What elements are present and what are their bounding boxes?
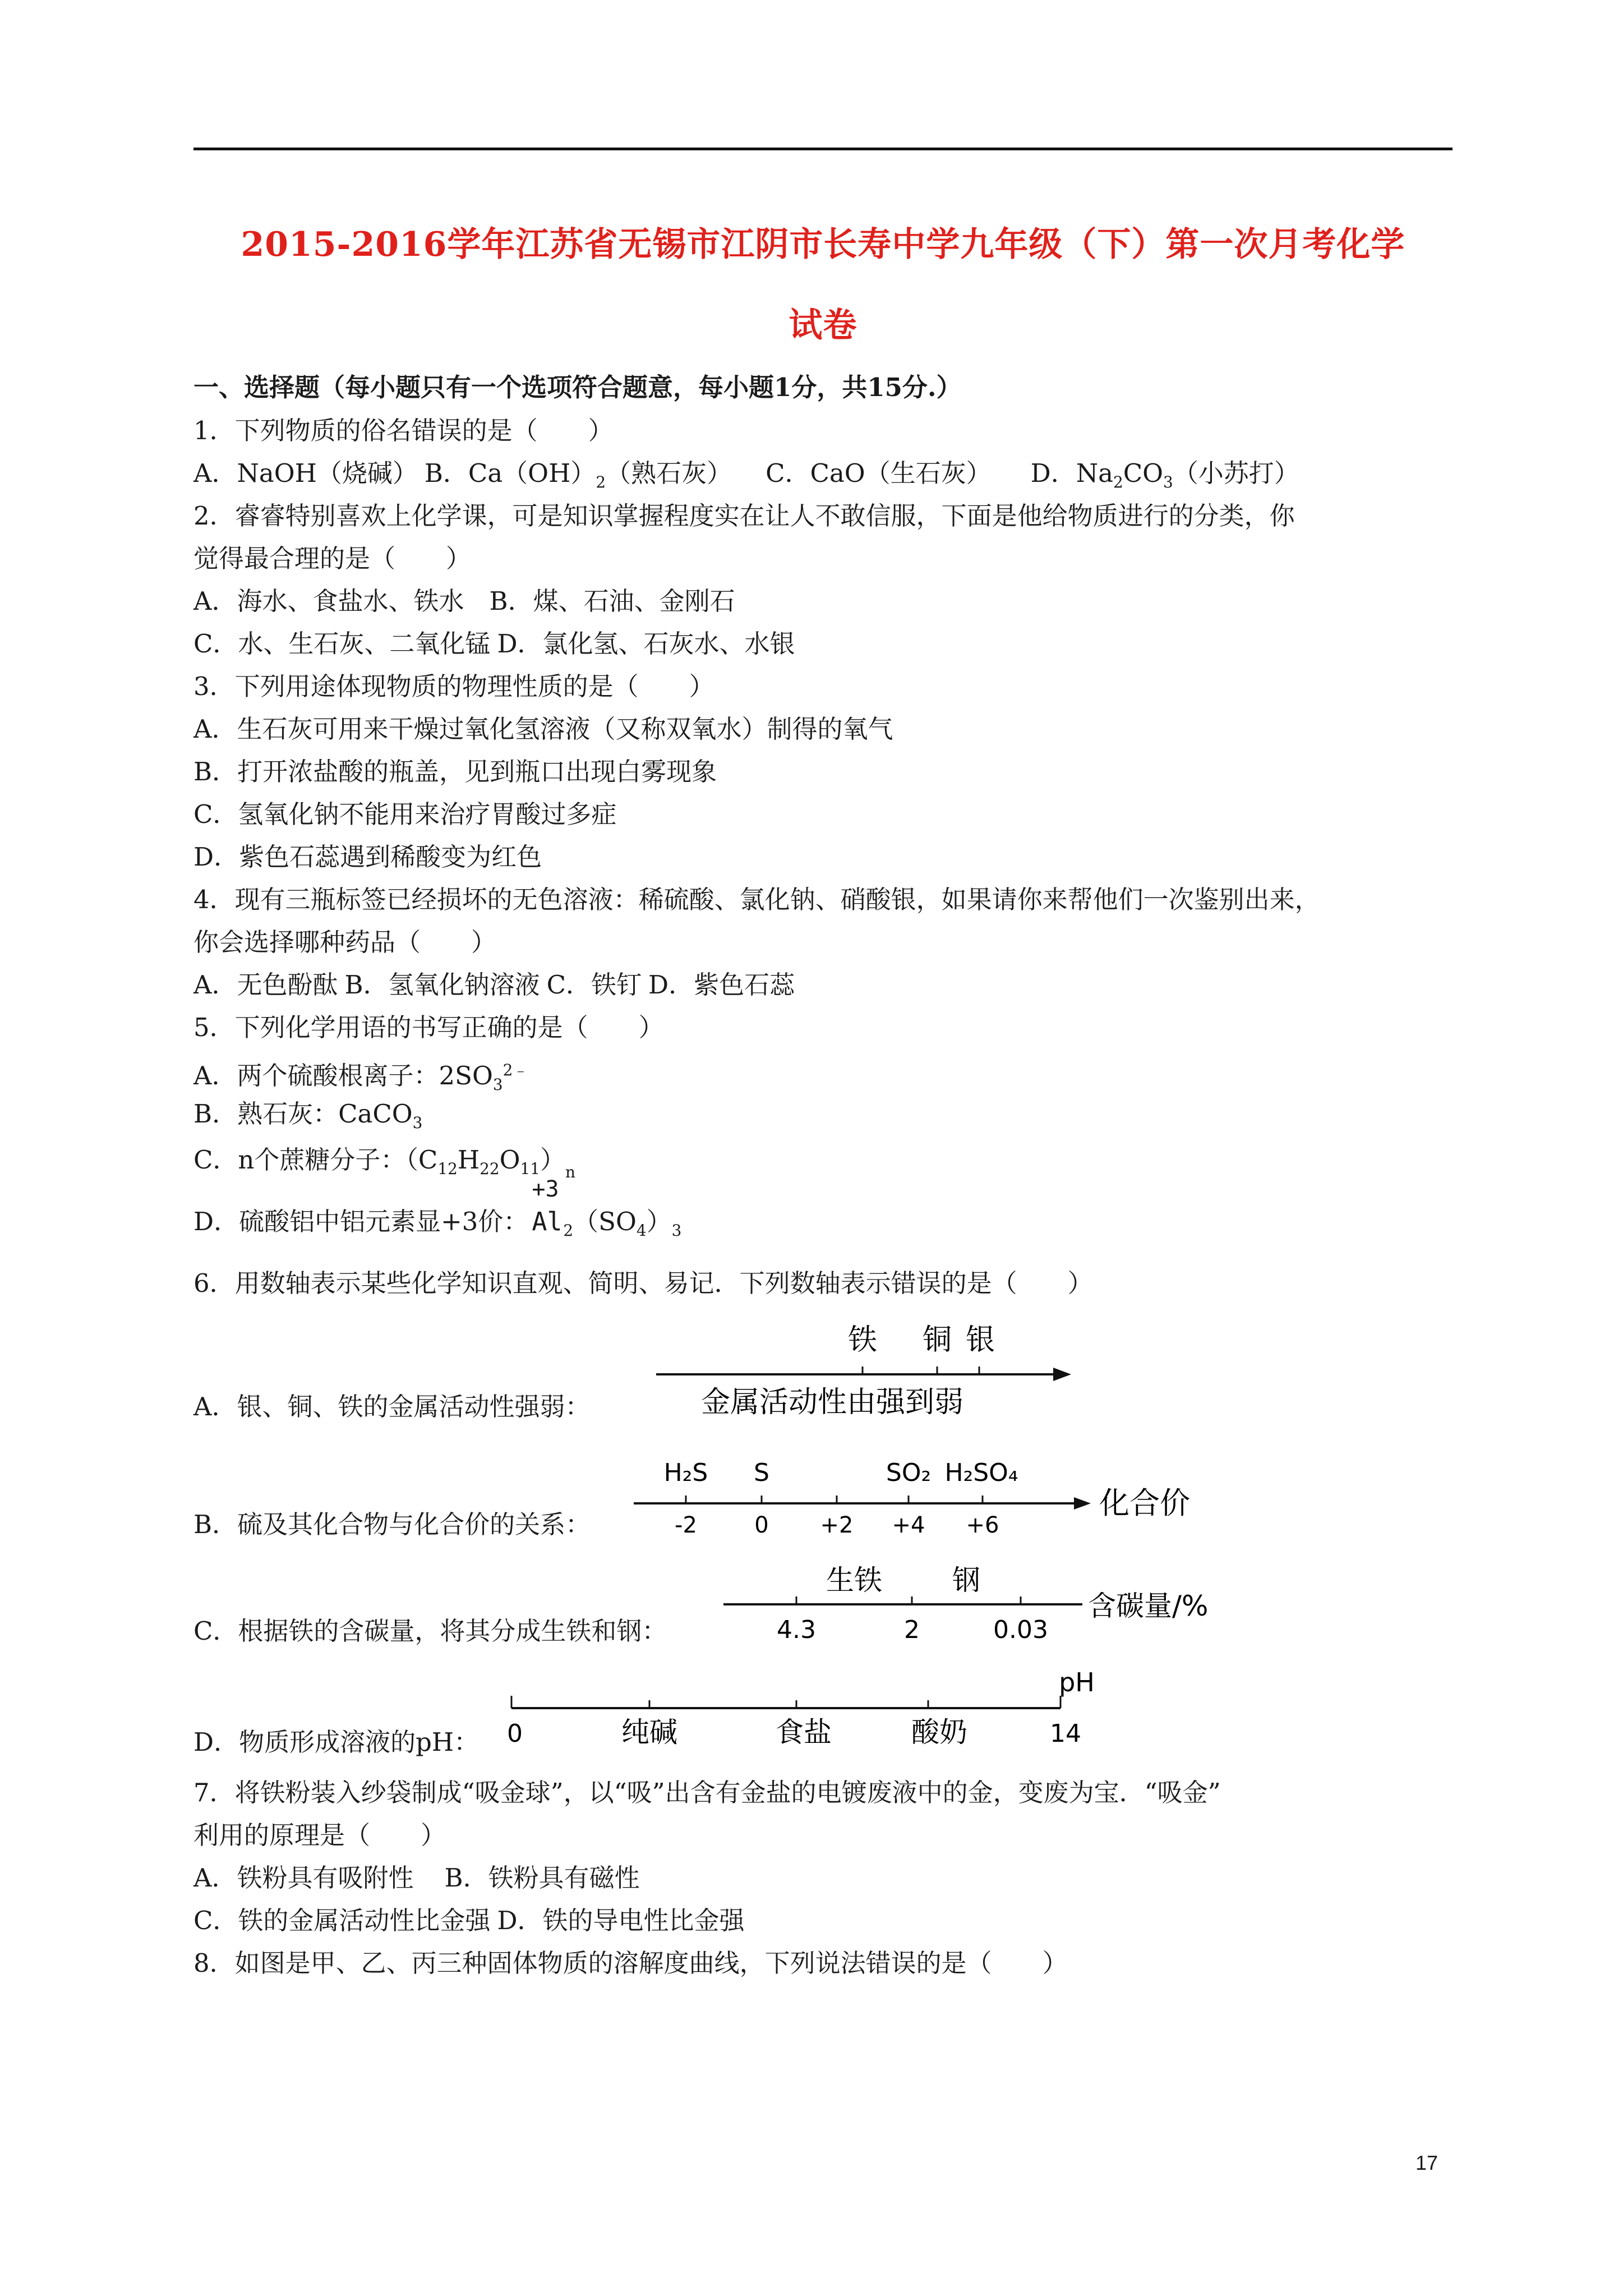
q8-stem: 8．如图是甲、乙、丙三种固体物质的溶解度曲线，下列说法错误的是（ ） xyxy=(193,1948,1068,1978)
tick-salt: 食盐 xyxy=(776,1716,832,1749)
axis-arrow xyxy=(1053,1368,1071,1381)
q7-option-a: A．铁粉具有吸附性 xyxy=(193,1863,414,1893)
q2-options-row1 xyxy=(193,586,735,617)
label-iron: 铁 xyxy=(847,1323,878,1357)
region-steel: 钢 xyxy=(952,1564,980,1596)
tick-14: 14 xyxy=(1050,1719,1081,1748)
q1-option-c: C．CaO（生石灰） xyxy=(766,458,992,488)
sulfur-valence-axis xyxy=(634,1447,1239,1548)
tick-plus6: +6 xyxy=(966,1512,999,1538)
tick-0: 0 xyxy=(507,1719,523,1748)
species-h2so4: H₂SO₄ xyxy=(944,1458,1018,1487)
axis-arrow xyxy=(1074,1497,1091,1510)
axis-caption: 含碳量/% xyxy=(1088,1590,1209,1622)
q5-option-d: D．硫酸铝中铝元素显+3价： +3 $Al_2(SO_4)_3$ xyxy=(193,1176,682,1240)
q7-option-d: D．铁的导电性比金强 xyxy=(497,1906,745,1935)
q3-option-b: B．打开浓盐酸的瓶盖，见到瓶口出现白雾现象 xyxy=(193,757,717,786)
q4-option-c: C．铁钉 xyxy=(546,970,642,1000)
section-heading: 一、选择题（每小题只有一个选项符合题意，每小题1分，共15分.） xyxy=(193,372,962,402)
q7-options-row2 xyxy=(193,1905,745,1936)
tick-minus2: -2 xyxy=(675,1512,697,1538)
q3-option-a: A．生石灰可用来干燥过氧化氢溶液（又称双氧水）制得的氧气 xyxy=(193,714,893,744)
q5-option-a: A．两个硫酸根离子：$2SO_3^{2﹣}$ xyxy=(193,1061,529,1094)
q4-option-b: B．氢氧化钠溶液 xyxy=(344,970,540,1000)
tick-0-03: 0.03 xyxy=(993,1616,1048,1644)
species-s: S xyxy=(754,1458,769,1487)
tick-soda-ash: 纯碱 xyxy=(621,1716,677,1749)
activity-series-axis xyxy=(645,1313,1082,1430)
exam-title-line1: 2015-2016学年江苏省无锡市江阴市长寿中学九年级（下）第一次月考化学 xyxy=(241,225,1405,264)
axis-caption: 化合价 xyxy=(1099,1485,1190,1521)
q4-stem-line1: 4．现有三瓶标签已经损坏的无色溶液：稀硫酸、氯化钠、硝酸银，如果请你来帮他们一次鉴别出来， xyxy=(193,885,1320,914)
header-rule xyxy=(193,148,1453,150)
q4-option-a: A．无色酚酞 xyxy=(193,970,338,1000)
q1-option-a: A．NaOH（烧碱） xyxy=(193,458,418,488)
tick-yogurt: 酸奶 xyxy=(911,1716,967,1749)
ph-axis xyxy=(494,1663,1133,1764)
q7-option-c: C．铁的金属活动性比金强 xyxy=(193,1906,491,1935)
tick-0: 0 xyxy=(754,1512,769,1538)
q7-stem-line1: 7．将铁粉装入纱袋制成“吸金球”，以“吸”出含有金盐的电镀废液中的金，变废为宝．“吸金” xyxy=(193,1778,1221,1807)
q3-option-d: D．紫色石蕊遇到稀酸变为红色 xyxy=(193,842,542,872)
q6-option-b: B．硫及其化合物与化合价的关系： xyxy=(193,1510,591,1539)
tick-plus4: +4 xyxy=(892,1512,925,1538)
q7-option-b: B．铁粉具有磁性 xyxy=(444,1863,640,1893)
carbon-content-axis xyxy=(723,1559,1228,1655)
label-silver: 银 xyxy=(965,1323,995,1357)
region-pig-iron: 生铁 xyxy=(826,1564,882,1596)
q6-stem: 6．用数轴表示某些化学知识直观、简明、易记．下列数轴表示错误的是（ ） xyxy=(193,1268,1093,1298)
q2-option-a: A．海水、食盐水、铁水 xyxy=(193,586,464,616)
q1-stem: 1．下列物质的俗名错误的是（ ） xyxy=(193,416,614,445)
axis-caption: 金属活动性由强到弱 xyxy=(701,1386,964,1419)
q4-options xyxy=(193,969,795,1001)
q2-option-c: C．水、生石灰、二氧化锰 xyxy=(193,629,491,659)
q2-option-d: D．氯化氢、石灰水、水银 xyxy=(497,629,795,659)
q1-option-b: B．$Ca(OH)_2$（熟石灰） xyxy=(424,458,732,491)
q6-option-a: A．银、铜、铁的金属活动性强弱： xyxy=(193,1392,591,1421)
q6-option-d: D．物质形成溶液的pH： xyxy=(193,1727,479,1757)
q5-option-b: B．熟石灰：CaCO$_3$ xyxy=(193,1099,423,1132)
tick-4-3: 4.3 xyxy=(777,1616,816,1644)
q3-option-c: C．氢氧化钠不能用来治疗胃酸过多症 xyxy=(193,799,617,829)
q3-stem: 3．下列用途体现物质的物理性质的是（ ） xyxy=(193,671,714,701)
q2-stem-line2: 觉得最合理的是（ ） xyxy=(193,544,472,573)
page-number: 17 xyxy=(1415,2151,1438,2174)
valence-notation: +3 Al xyxy=(532,1176,562,1236)
q4-option-d: D．紫色石蕊 xyxy=(648,970,795,1000)
q1-options xyxy=(193,458,1299,498)
q1-option-d: D．$Na_2CO_3$（小苏打） xyxy=(1030,458,1299,491)
species-so2: SO₂ xyxy=(886,1458,932,1487)
q6-option-c: C．根据铁的含碳量，将其分成生铁和钢： xyxy=(193,1616,667,1646)
q7-options-row1 xyxy=(193,1862,640,1894)
species-h2s: H₂S xyxy=(663,1458,708,1487)
q7-stem-line2: 利用的原理是（ ） xyxy=(193,1820,446,1850)
q5-option-c: C．n个蔗糖分子：$(C_{12}H_{22}O_{11})_n$ xyxy=(193,1145,575,1181)
tick-2: 2 xyxy=(904,1616,920,1644)
axis-caption: pH xyxy=(1059,1667,1095,1697)
q4-stem-line2: 你会选择哪种药品（ ） xyxy=(193,927,497,957)
exam-title-line2: 试卷 xyxy=(789,306,857,345)
q5-stem: 5．下列化学用语的书写正确的是（ ） xyxy=(193,1013,664,1042)
label-copper: 铜 xyxy=(922,1323,952,1357)
q2-option-b: B．煤、石油、金刚石 xyxy=(489,586,735,616)
tick-plus2: +2 xyxy=(820,1512,854,1538)
q2-options-row2 xyxy=(193,628,795,660)
q2-stem-line1: 2．睿睿特别喜欢上化学课，可是知识掌握程度实在让人不敢信服，下面是他给物质进行的分类，你 xyxy=(193,501,1295,531)
